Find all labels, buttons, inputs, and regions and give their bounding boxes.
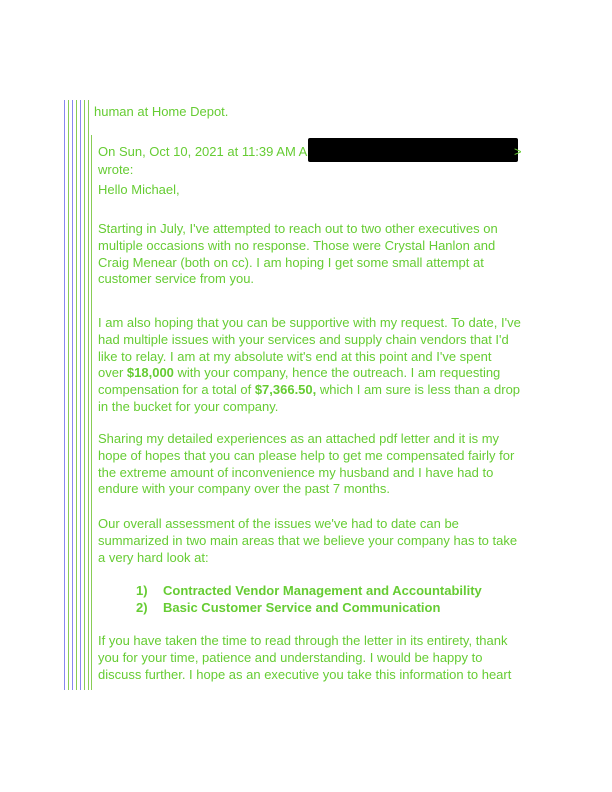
quote-bar	[84, 100, 85, 690]
text: compensation for a total of	[98, 382, 255, 398]
quote-bar	[80, 100, 81, 690]
quote-bar	[76, 100, 77, 690]
list-item	[136, 582, 482, 599]
greeting: Hello Michael,	[98, 182, 180, 197]
paragraph-line	[98, 365, 558, 382]
list-item	[136, 599, 482, 616]
paragraph-line: multiple occasions with no response. Those were Crystal Hanlon and	[98, 237, 496, 253]
top-line: human at Home Depot.	[94, 104, 229, 119]
quote-bar	[88, 100, 89, 690]
paragraph-line: I am also hoping that you can be supportive with my request. To date, I've	[98, 315, 521, 330]
paragraph-2	[98, 315, 558, 416]
paragraph-line: Our overall assessment of the issues we've had to date can be	[98, 516, 459, 531]
paragraph-line: Sharing my detailed experiences as an attached pdf letter and it is my	[98, 431, 500, 446]
reply-header-suffix: >	[514, 144, 522, 159]
paragraph-line: hope of hopes that you can please help to get me compensated fairly for	[98, 447, 515, 463]
quote-bar	[91, 135, 92, 690]
paragraph-line: summarized in two main areas that we believe your company has to take	[98, 532, 518, 548]
text: over	[98, 365, 127, 381]
paragraph-line: had multiple issues with your services and supply chain vendors that I'd	[98, 331, 509, 347]
paragraph-5	[98, 633, 558, 683]
amount-spent: $18,000	[126, 365, 174, 381]
reply-header-wrote: wrote:	[98, 162, 134, 177]
list-number: 2)	[136, 600, 148, 615]
redaction-block	[308, 138, 518, 162]
list-text: Contracted Vendor Management and Accountability	[163, 583, 482, 598]
quote-bar	[68, 100, 69, 690]
paragraph-line: in the bucket for your company.	[98, 398, 279, 414]
text: with your company, hence the outreach. I am requesting	[173, 365, 501, 381]
paragraph-line: Craig Menear (both on cc). I am hoping I get some small attempt at	[98, 254, 484, 270]
issue-list	[136, 582, 482, 616]
paragraph-line: customer service from you.	[98, 271, 255, 287]
list-text: Basic Customer Service and Communication	[163, 600, 441, 615]
paragraph-1	[98, 221, 558, 288]
text: which I am sure is less than a drop	[316, 382, 521, 398]
paragraph-3	[98, 431, 558, 498]
paragraph-line	[98, 382, 558, 399]
quote-bar	[72, 100, 73, 690]
list-number: 1)	[136, 583, 148, 598]
paragraph-line: If you have taken the time to read through the letter in its entirety, thank	[98, 633, 508, 648]
paragraph-4	[98, 516, 558, 566]
paragraph-line: the extreme amount of inconvenience my husband and I have had to	[98, 464, 494, 480]
paragraph-line: discuss further. I hope as an executive you take this information to heart	[98, 666, 512, 682]
paragraph-line: Starting in July, I've attempted to reach out to two other executives on	[98, 221, 498, 236]
reply-header-prefix: On Sun, Oct 10, 2021 at 11:39 AM A	[98, 144, 308, 159]
paragraph-line: like to relay. I am at my absolute wit's end at this point and I've spent	[98, 348, 492, 364]
quote-bar	[64, 100, 65, 690]
paragraph-line: you for your time, patience and understanding. I would be happy to	[98, 649, 483, 665]
paragraph-line: endure with your company over the past 7 months.	[98, 481, 390, 497]
amount-requested: $7,366.50,	[254, 382, 317, 398]
paragraph-line: a very hard look at:	[98, 549, 209, 565]
